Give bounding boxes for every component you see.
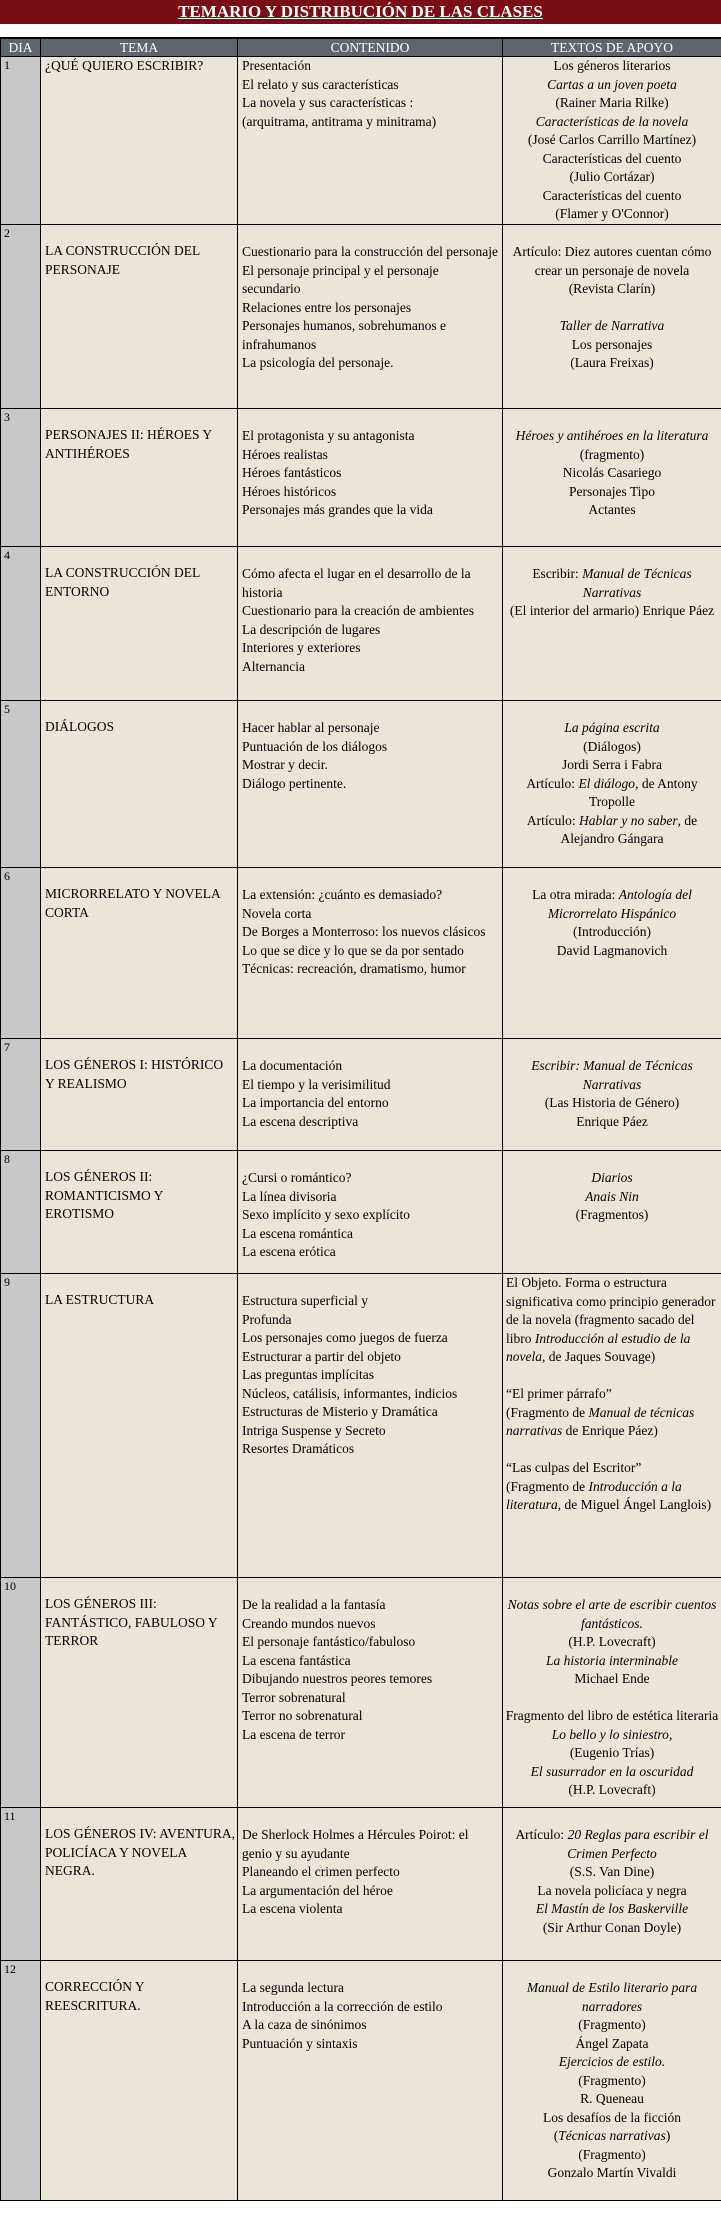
contenido-item: Creando mundos nuevos xyxy=(242,1615,376,1631)
texto-item: Manual de Estilo literario para narradores xyxy=(526,1980,698,2014)
tema-text: LOS GÉNEROS IV: AVENTURA, POLICÍACA Y NOVELA NEGRA. xyxy=(45,1826,236,1878)
texto-fragment: Artículo: xyxy=(526,775,579,791)
table-row xyxy=(1,1039,721,1151)
cell-textos xyxy=(503,57,721,225)
contenido-item: Relaciones entre los personajes xyxy=(242,299,412,315)
texto-item: Michael Ende xyxy=(574,1671,650,1686)
table-row xyxy=(1,701,721,868)
contenido-item: Hacer hablar al personaje xyxy=(242,720,380,735)
cell-contenido xyxy=(238,1151,503,1274)
cell-contenido xyxy=(238,1808,503,1961)
contenido-item: Mostrar y decir. xyxy=(242,757,328,772)
contenido-item: La documentación xyxy=(242,1058,343,1073)
texto-item: Actantes xyxy=(588,502,636,517)
contenido-item: Los personajes como juegos de fuerza xyxy=(242,1330,448,1345)
contenido-item: La escena descriptiva xyxy=(242,1113,359,1129)
contenido-item: El personaje principal y el personaje secundario xyxy=(242,262,439,296)
contenido-item: A la caza de sinónimos xyxy=(242,2017,367,2032)
cell-textos xyxy=(503,1808,721,1961)
texto-item xyxy=(506,1274,719,1367)
tema-text: MICRORRELATO Y NOVELA CORTA xyxy=(45,886,221,920)
texto-item xyxy=(505,775,719,812)
contenido-item: Estructura superficial y xyxy=(242,1293,368,1308)
header-row xyxy=(1,39,721,57)
contenido-item: El protagonista y su antagonista xyxy=(242,428,415,443)
texto-item: (Fragmentos) xyxy=(575,1207,649,1222)
texto-fragment: , xyxy=(668,1726,673,1742)
tema-text: PERSONAJES II: HÉROES Y ANTIHÉROES xyxy=(45,427,212,461)
contenido-item: De la realidad a la fantasía xyxy=(242,1597,386,1612)
texto-fragment: ) xyxy=(665,2128,671,2143)
contenido-item: La importancia del entorno xyxy=(242,1095,389,1110)
texto-item: (Laura Freixas) xyxy=(570,355,654,370)
cell-textos xyxy=(503,1151,721,1274)
cell-contenido xyxy=(238,868,503,1039)
texto-item: Anais Nin xyxy=(585,1188,639,1204)
contenido-item: Cuestionario para la construcción del personaje xyxy=(242,244,499,259)
syllabus-table xyxy=(0,38,721,2201)
cell-dia: 10 xyxy=(1,1578,41,1808)
texto-item: (Fragmento) xyxy=(578,2146,646,2162)
contenido-item: Intriga Suspense y Secreto xyxy=(242,1422,386,1438)
texto-item: Jordi Serra i Fabra xyxy=(561,757,663,772)
texto-item xyxy=(506,1441,719,1460)
texto-item: “El primer párrafo” xyxy=(506,1386,612,1401)
contenido-item: El relato y sus características xyxy=(242,76,399,92)
texto-item: (Diálogos) xyxy=(583,738,641,754)
cell-tema xyxy=(41,1578,238,1808)
cell-tema xyxy=(41,1274,238,1578)
texto-item: Los géneros literarios xyxy=(553,58,671,73)
contenido-item: La descripción de lugares xyxy=(242,621,381,637)
texto-item: (Eugenio Trías) xyxy=(569,1745,655,1760)
cell-dia: 9 xyxy=(1,1274,41,1578)
contenido-item: Puntuación de los diálogos xyxy=(242,738,388,754)
texto-item xyxy=(505,1689,719,1708)
texto-item: (Sir Arthur Conan Doyle) xyxy=(542,1919,682,1935)
table-row xyxy=(1,1274,721,1578)
contenido-item: La escena fantástica xyxy=(242,1652,351,1668)
contenido-item: De Sherlock Holmes a Hércules Poirot: el genio y su ayudante xyxy=(242,1827,469,1861)
cell-contenido xyxy=(238,225,503,409)
table-body xyxy=(1,57,721,2201)
texto-item: “Las culpas del Escritor” xyxy=(506,1460,642,1475)
contenido-item: La psicología del personaje. xyxy=(242,355,394,370)
contenido-item: Interiores y exteriores xyxy=(242,640,361,655)
cell-contenido xyxy=(238,1274,503,1578)
texto-item: (Flamer y O'Connor) xyxy=(555,206,669,221)
contenido-item: Sexo implícito y sexo explícito xyxy=(242,1207,410,1222)
texto-item: El Mastín de los Baskerville xyxy=(535,1901,689,1916)
contenido-item: La segunda lectura xyxy=(242,1980,344,1995)
contenido-item: ¿Cursi o romántico? xyxy=(242,1170,352,1185)
contenido-item: Estructuras de Misterio y Dramática xyxy=(242,1404,438,1419)
tema-text: ¿QUÉ QUIERO ESCRIBIR? xyxy=(45,58,204,73)
cell-dia: 12 xyxy=(1,1961,41,2201)
contenido-item: Núcleos, catálisis, informantes, indicios xyxy=(242,1385,458,1401)
texto-item: (Fragmento) xyxy=(578,2017,646,2032)
texto-item: (S.S. Van Dine) xyxy=(569,1864,655,1879)
texto-item: Características del cuento xyxy=(542,187,682,203)
texto-item: Ejercicios de estilo. xyxy=(558,2054,666,2069)
contenido-item: Lo que se dice y lo que se da por sentado xyxy=(242,942,464,958)
header-contenido: CONTENIDO xyxy=(238,39,503,57)
texto-fragment: Técnicas narrativas xyxy=(558,2128,666,2143)
contenido-item: La novela y sus características : xyxy=(242,95,414,110)
tema-text: LOS GÉNEROS III: FANTÁSTICO, FABULOSO Y TERROR xyxy=(45,1596,218,1648)
contenido-item: El personaje fantástico/fabuloso xyxy=(242,1634,416,1649)
texto-item: Artículo: Diez autores cuentan cómo crear un personaje de novela xyxy=(512,244,712,278)
contenido-item: La argumentación del héroe xyxy=(242,1882,393,1898)
texto-fragment: Manual de técnicas narrativas xyxy=(506,1404,695,1438)
cell-tema xyxy=(41,1039,238,1151)
texto-item xyxy=(506,1367,719,1386)
contenido-item: Las preguntas implícitas xyxy=(242,1367,374,1382)
texto-item: (H.P. Lovecraft) xyxy=(568,1634,656,1649)
contenido-item: Diálogo pertinente. xyxy=(242,775,347,791)
texto-item: (Introducción) xyxy=(573,924,651,939)
texto-fragment: Hablar y no saber xyxy=(579,812,678,828)
contenido-item: La extensión: ¿cuánto es demasiado? xyxy=(242,887,443,902)
contenido-item: Planeando el crimen perfecto xyxy=(242,1864,400,1879)
texto-item: (Revista Clarín) xyxy=(568,281,656,296)
contenido-item: Dibujando nuestros peores temores xyxy=(242,1671,433,1686)
texto-item: Enrique Páez xyxy=(576,1113,648,1129)
texto-fragment: , de Antony Tropolle xyxy=(588,775,698,809)
tema-text: CORRECCIÓN Y REESCRITURA. xyxy=(45,1979,145,2013)
cell-textos xyxy=(503,547,721,701)
tema-text: LA CONSTRUCCIÓN DEL PERSONAJE xyxy=(45,243,200,277)
contenido-item: Héroes realistas xyxy=(242,446,328,462)
contenido-item: Puntuación y sintaxis xyxy=(242,2035,358,2051)
table-row xyxy=(1,1808,721,1961)
contenido-item: La escena erótica xyxy=(242,1244,336,1259)
texto-fragment: (Fragmento de xyxy=(506,1478,589,1494)
cell-dia: 2 xyxy=(1,225,41,409)
contenido-item: Personajes más grandes que la vida xyxy=(242,502,433,517)
contenido-item: Cuestionario para la creación de ambientes xyxy=(242,603,475,618)
texto-item: Gonzalo Martín Vivaldi xyxy=(547,2165,677,2180)
contenido-item: (arquitrama, antitrama y minitrama) xyxy=(242,113,437,129)
texto-fragment: , de Alejandro Gángara xyxy=(560,812,698,846)
texto-item: (Las Historia de Género) xyxy=(544,1095,680,1110)
contenido-item: La escena violenta xyxy=(242,1901,343,1916)
texto-fragment: 20 Reglas para escribir el Crimen Perfecto xyxy=(567,1827,709,1861)
texto-item: Los personajes xyxy=(571,336,653,352)
cell-textos xyxy=(503,1578,721,1808)
cell-dia: 1 xyxy=(1,57,41,225)
contenido-item: Terror no sobrenatural xyxy=(242,1708,363,1723)
contenido-item: La escena romántica xyxy=(242,1225,353,1241)
texto-item: Los desafíos de la ficción xyxy=(543,2109,681,2125)
contenido-item: De Borges a Monterroso: los nuevos clásicos xyxy=(242,924,486,939)
contenido-item: Estructurar a partir del objeto xyxy=(242,1348,401,1364)
texto-item xyxy=(505,2127,719,2146)
texto-fragment: Introducción al estudio de la novela xyxy=(506,1330,691,1364)
texto-item xyxy=(505,812,719,849)
table-row xyxy=(1,868,721,1039)
contenido-item: Resortes Dramáticos xyxy=(242,1441,355,1456)
texto-item: Ángel Zapata xyxy=(575,2035,649,2051)
cell-textos xyxy=(503,1274,721,1578)
cell-textos xyxy=(503,1961,721,2201)
texto-fragment: Manual de Técnicas Narrativas xyxy=(582,566,692,600)
contenido-item: Héroes fantásticos xyxy=(242,465,342,480)
contenido-item: Presentación xyxy=(242,58,311,73)
texto-fragment: Fragmento del libro de estética literaria xyxy=(505,1708,719,1723)
spacer-row xyxy=(0,24,721,38)
texto-fragment: de Enrique Páez) xyxy=(562,1423,658,1438)
texto-item: Características de la novela xyxy=(535,113,689,129)
cell-tema xyxy=(41,225,238,409)
contenido-item: Cómo afecta el lugar en el desarrollo de la historia xyxy=(242,566,471,600)
texto-item: (fragmento) xyxy=(579,446,645,462)
texto-item: (Julio Cortázar) xyxy=(569,169,655,184)
contenido-item: Técnicas: recreación, dramatismo, humor xyxy=(242,961,466,976)
cell-contenido xyxy=(238,1578,503,1808)
texto-fragment: Artículo: xyxy=(526,812,579,828)
table-row xyxy=(1,1961,721,2201)
contenido-item: Terror sobrenatural xyxy=(242,1689,346,1705)
texto-item: Características del cuento xyxy=(542,150,682,166)
cell-dia: 7 xyxy=(1,1039,41,1151)
texto-item: Nicolás Casariego xyxy=(562,465,662,480)
texto-fragment: , de Miguel Ángel Langlois) xyxy=(557,1497,712,1512)
contenido-item: Novela corta xyxy=(242,905,312,921)
texto-item: La historia interminable xyxy=(545,1652,678,1668)
cell-contenido xyxy=(238,409,503,547)
cell-contenido xyxy=(238,701,503,868)
contenido-item: La línea divisoria xyxy=(242,1188,337,1204)
cell-tema xyxy=(41,409,238,547)
cell-dia: 8 xyxy=(1,1151,41,1274)
texto-item xyxy=(506,1478,719,1515)
tema-text: DIÁLOGOS xyxy=(45,719,114,734)
tema-text: LOS GÉNEROS II: ROMANTICISMO Y EROTISMO xyxy=(45,1169,163,1221)
cell-contenido xyxy=(238,1961,503,2201)
texto-item xyxy=(505,565,719,602)
cell-tema xyxy=(41,547,238,701)
table-row xyxy=(1,1151,721,1274)
contenido-item: Profunda xyxy=(242,1311,292,1327)
header-dia: DIA xyxy=(1,39,41,57)
texto-item: Héroes y antihéroes en la literatura xyxy=(515,428,709,443)
header-tema: TEMA xyxy=(41,39,238,57)
texto-item: Cartas a un joven poeta xyxy=(547,76,677,92)
texto-fragment: Escribir: xyxy=(532,566,583,581)
texto-item: El susurrador en la oscuridad xyxy=(530,1763,694,1779)
table-row xyxy=(1,225,721,409)
cell-tema xyxy=(41,57,238,225)
cell-dia: 6 xyxy=(1,868,41,1039)
cell-tema xyxy=(41,868,238,1039)
texto-fragment: ( xyxy=(553,2128,559,2143)
cell-contenido xyxy=(238,547,503,701)
texto-item: Taller de Narrativa xyxy=(559,318,665,333)
texto-item: (Fragmento) xyxy=(578,2072,646,2088)
table-row xyxy=(1,1578,721,1808)
contenido-item: Personajes humanos, sobrehumanos e infrahumanos xyxy=(242,318,446,352)
texto-item: R. Queneau xyxy=(580,2091,644,2106)
texto-item: David Lagmanovich xyxy=(556,942,668,958)
cell-contenido xyxy=(238,57,503,225)
cell-tema xyxy=(41,1961,238,2201)
table-row xyxy=(1,409,721,547)
cell-tema xyxy=(41,1808,238,1961)
texto-item xyxy=(505,886,719,923)
tema-text: LA ESTRUCTURA xyxy=(45,1292,155,1307)
tema-text: LOS GÉNEROS I: HISTÓRICO Y REALISMO xyxy=(45,1057,224,1091)
cell-dia: 4 xyxy=(1,547,41,701)
cell-textos xyxy=(503,225,721,409)
texto-fragment: Introducción a la literatura xyxy=(506,1478,682,1512)
texto-item: (Rainer Maria Rilke) xyxy=(555,95,669,110)
contenido-item: La escena de terror xyxy=(242,1726,346,1742)
texto-item: Notas sobre el arte de escribir cuentos fantásticos. xyxy=(507,1597,717,1631)
texto-fragment: El Objeto. Forma o estructura significativa como principio generador de la novela (fragmento sacado del libro xyxy=(506,1275,716,1346)
texto-item xyxy=(505,299,719,318)
texto-fragment: Lo bello y lo siniestro xyxy=(551,1726,669,1742)
tema-text: LA CONSTRUCCIÓN DEL ENTORNO xyxy=(45,565,200,599)
texto-fragment: Antología del Microrrelato Hispánico xyxy=(547,887,692,921)
contenido-item: Héroes históricos xyxy=(242,483,337,499)
texto-fragment: Artículo: xyxy=(515,1827,568,1842)
texto-item: (José Carlos Carrillo Martínez) xyxy=(527,132,697,147)
texto-fragment: La otra mirada: xyxy=(532,887,619,902)
texto-item: (El interior del armario) Enrique Páez xyxy=(509,603,715,618)
header-textos: TEXTOS DE APOYO xyxy=(503,39,721,57)
page-title: TEMARIO Y DISTRIBUCIÓN DE LAS CLASES xyxy=(0,0,721,24)
contenido-item: Introducción a la corrección de estilo xyxy=(242,1998,443,2014)
cell-tema xyxy=(41,701,238,868)
cell-dia: 3 xyxy=(1,409,41,547)
cell-textos xyxy=(503,868,721,1039)
texto-fragment: (Fragmento de xyxy=(506,1404,589,1420)
texto-item: Diarios xyxy=(591,1170,633,1185)
table-row xyxy=(1,57,721,225)
texto-item: Escribir: Manual de Técnicas Narrativas xyxy=(531,1058,693,1092)
texto-item: (H.P. Lovecraft) xyxy=(568,1782,656,1797)
cell-contenido xyxy=(238,1039,503,1151)
cell-dia: 11 xyxy=(1,1808,41,1961)
contenido-item: El tiempo y la verisimilitud xyxy=(242,1076,391,1092)
texto-item xyxy=(505,1707,719,1744)
texto-item: La novela policíaca y negra xyxy=(537,1882,687,1898)
contenido-item: Alternancia xyxy=(242,658,305,674)
cell-textos xyxy=(503,409,721,547)
texto-item xyxy=(506,1404,719,1441)
cell-textos xyxy=(503,1039,721,1151)
table-row xyxy=(1,547,721,701)
texto-fragment: El diálogo xyxy=(578,775,636,791)
cell-tema xyxy=(41,1151,238,1274)
cell-dia: 5 xyxy=(1,701,41,868)
texto-item: La página escrita xyxy=(564,720,660,735)
texto-item xyxy=(505,1826,719,1863)
texto-item: Personajes Tipo xyxy=(569,483,655,499)
texto-fragment: , de Jaques Souvage) xyxy=(542,1349,656,1364)
cell-textos xyxy=(503,701,721,868)
